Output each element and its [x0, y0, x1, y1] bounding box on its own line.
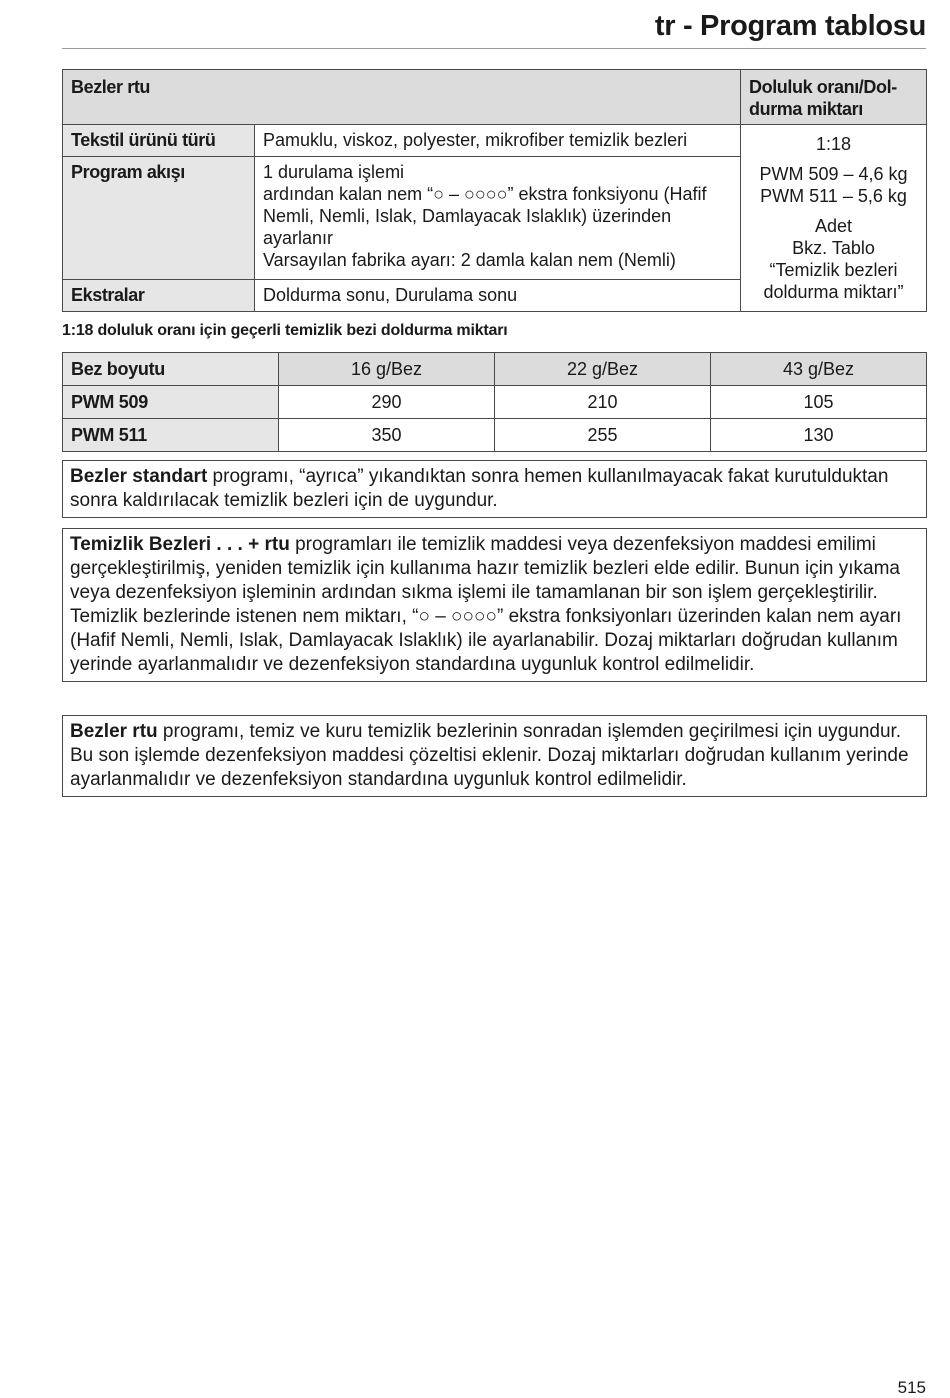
table-header-row	[63, 353, 927, 386]
fill-unit: Adet	[814, 216, 853, 236]
table-cell: 130	[711, 419, 927, 452]
fill-ratio-cell	[741, 125, 927, 312]
column-header: 16 g/Bez	[279, 353, 495, 386]
program-flow-line: Varsayılan fabrika ayarı: 2 damla kalan nem (Nemli)	[263, 250, 676, 271]
table-row	[63, 386, 927, 419]
note-text: programı, “ayrıca” yıkandıktan sonra hemen kullanılmayacak fakat kurutulduktan sonra kaldırılacak temizlik bezleri için de uygundur.	[70, 466, 889, 511]
note-box	[62, 460, 927, 518]
program-flow-line: ardından kalan nem “○ – ○○○○” ekstra fonksiyonu (Hafif Nemli, Nemli, Islak, Damlayacak Islaklık) üzerinden ayarlanır	[263, 184, 707, 249]
note-box	[62, 715, 927, 797]
table-cell: 210	[495, 386, 711, 419]
row-label: PWM 509	[63, 386, 279, 419]
row-label-program-flow: Program akışı	[63, 157, 255, 280]
table-row	[63, 419, 927, 452]
fill-ref-line2: “Temizlik bezleri	[769, 260, 898, 280]
note-program-name: Temizlik Bezleri . . . + rtu	[70, 534, 290, 555]
row-value-program-flow	[255, 157, 741, 280]
table-cell: 350	[279, 419, 495, 452]
row-value-extras: Doldurma sonu, Durulama sonu	[255, 279, 741, 311]
row-label: PWM 511	[63, 419, 279, 452]
table-row	[63, 125, 927, 157]
row-value-textile-type: Pamuklu, viskoz, polyester, mikrofiber temizlik bezleri	[255, 125, 741, 157]
table-cell: 290	[279, 386, 495, 419]
note-box	[62, 528, 927, 682]
program-table-title: Bezler rtu	[63, 70, 741, 125]
table-cell: 105	[711, 386, 927, 419]
cloth-table-subtitle: 1:18 doluluk oranı için geçerli temizlik bezi doldurma miktarı	[62, 322, 508, 339]
column-header: 22 g/Bez	[495, 353, 711, 386]
row-label-textile-type: Tekstil ürünü türü	[63, 125, 255, 157]
header-divider	[62, 48, 926, 49]
row-label-extras: Ekstralar	[63, 279, 255, 311]
fill-ref-line1: Bkz. Tablo	[792, 238, 875, 258]
program-flow-line: 1 durulama işlemi	[263, 162, 405, 183]
column-header: Bez boyutu	[63, 353, 279, 386]
cloth-quantity-table	[62, 352, 927, 452]
fill-pwm509: PWM 509 – 4,6 kg	[759, 164, 908, 184]
note-text: programı, temiz ve kuru temizlik bezlerinin sonradan işlemden geçirilmesi için uygundur. Bu son işlemde dezenfeksiyon maddesi çözeltisi eklenir. Dozaj miktarları doğrudan kullanım yerinde ayarlanmalıdır ve dezenfeksiyon standardına uygunluk kontrol edilmelidir.	[70, 721, 909, 790]
program-table	[62, 69, 927, 312]
fill-pwm511: PWM 511 – 5,6 kg	[760, 186, 907, 206]
note-program-name: Bezler standart	[70, 466, 208, 487]
column-header: 43 g/Bez	[711, 353, 927, 386]
note-text: programları ile temizlik maddesi veya dezenfeksiyon maddesi emilimi gerçekleştirilmiş, yeniden temizlik için kullanıma hazır temizlik bezleri elde edilir. Bunun için yıkama veya dezenfeksiyon işleminin ardından sıkma işlemi ile tamamlanan bir son işlem gerçekleştirilir. Temizlik bezlerinde istenen nem miktarı, “○ – ○○○○” ekstra fonksiyonları üzerinden kalan nem ayarı (Hafif Nemli, Nemli, Islak, Damlayacak Islaklık) ile ayarlanabilir. Dozaj miktarları doğrudan kullanım yerinde ayarlanmalıdır ve dezenfeksiyon standardına uygunluk kontrol edilmelidir.	[70, 534, 902, 675]
fill-ratio: 1:18	[815, 134, 852, 154]
page-title: tr - Program tablosu	[654, 10, 926, 42]
fill-ratio-header: Doluluk oranı/Dol- durma miktarı	[741, 70, 927, 125]
note-program-name: Bezler rtu	[70, 721, 158, 742]
page-number: 515	[897, 1378, 926, 1397]
fill-ref-line3: doldurma miktarı”	[763, 282, 904, 302]
table-cell: 255	[495, 419, 711, 452]
